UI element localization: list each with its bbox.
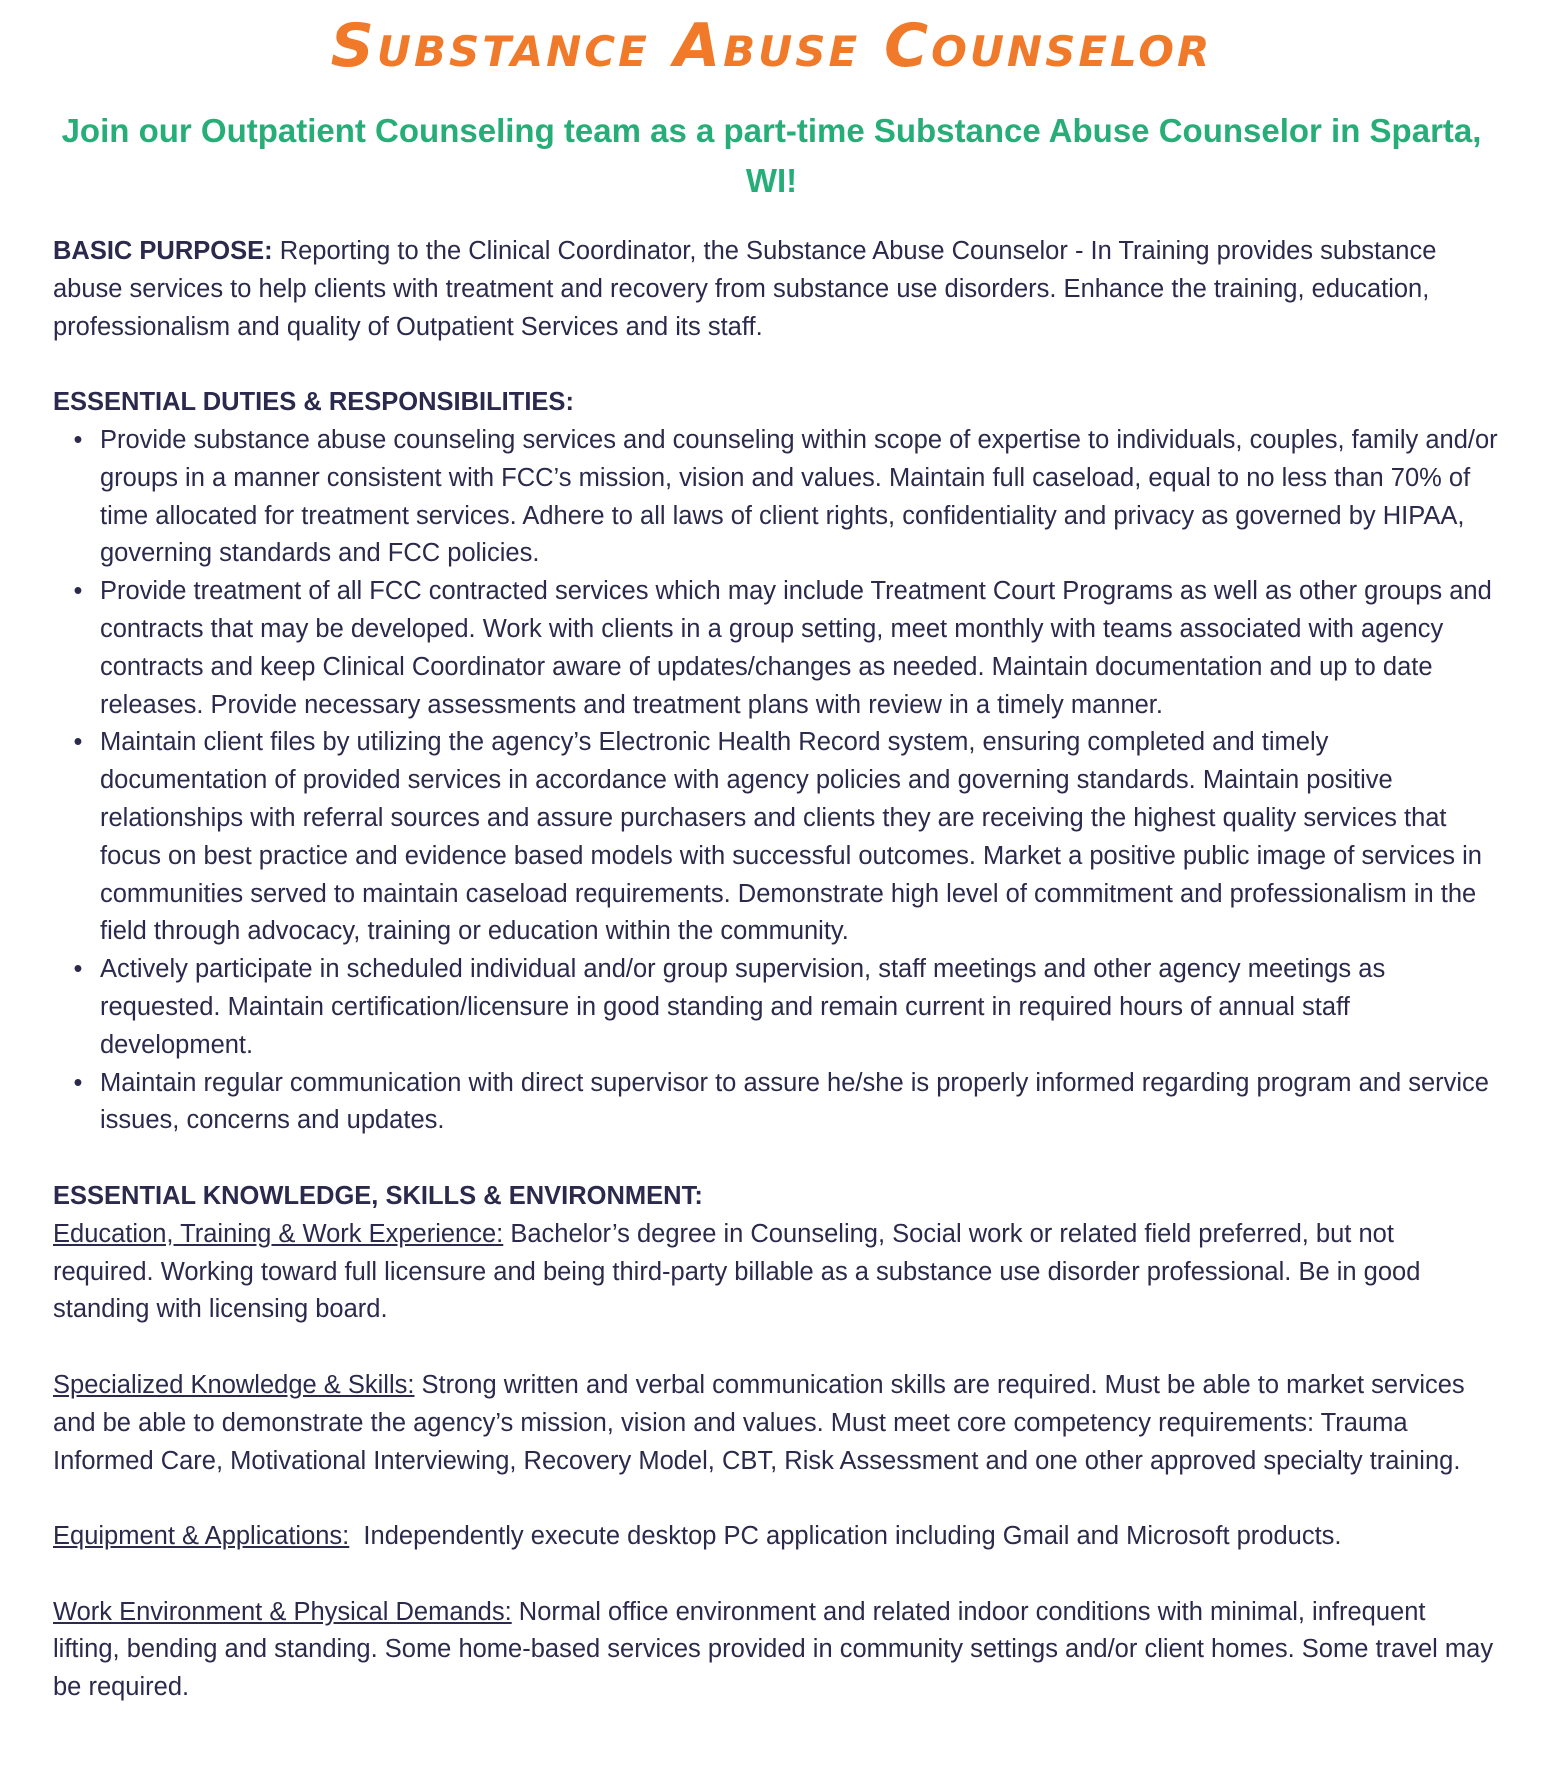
basic-purpose-text: Reporting to the Clinical Coordinator, the Substance Abuse Counselor - In Training provides substance abuse services to help clients with treatment and recovery from substance use disorders. Enhance the training, education, professionalism and quality of Outpatient Services and its staff. [53,237,1437,341]
education-section [53,1216,1499,1329]
bullet-icon: • [73,728,83,757]
bullet-icon: • [73,1068,83,1097]
duty-item [73,724,1499,951]
equipment-section [53,1518,1499,1556]
education-label: Education, Training & Work Experience: [53,1219,504,1248]
spacer [53,1140,1499,1178]
duties-heading: ESSENTIAL DUTIES & RESPONSIBILITIES: [53,388,574,417]
equipment-text: Independently execute desktop PC application including Gmail and Microsoft products. [349,1522,1342,1551]
education-text: Bachelor’s degree in Counseling, Social work or related field preferred, but not required. Working toward full licensure and being third-party billable as a substance use disorder professional. Be in good standing with licensing board. [53,1219,1421,1324]
basic-purpose-section [53,233,1499,346]
job-description-body [53,233,1499,1707]
environment-section [53,1594,1499,1707]
environment-label: Work Environment & Physical Demands: [53,1597,512,1626]
duty-text: Provide substance abuse counseling services and counseling within scope of expertise to individuals, couples, family and/or groups in a manner consistent with FCC’s mission, vision and values. Maintain full caseload, equal to no less than 70% of time allocated for treatment services. Adhere to all laws of client rights, confidentiality and privacy as governed by HIPAA, governing standards and FCC policies. [100,425,1498,568]
equipment-label: Equipment & Applications: [53,1522,350,1551]
basic-purpose-heading: BASIC PURPOSE: [53,237,273,265]
environment-text: Normal office environment and related indoor conditions with minimal, infrequent lifting, bending and standing. Some home-based services provided in community settings and/or client homes. Some travel may be required. [53,1597,1494,1702]
bullet-icon: • [73,955,83,984]
duty-text: Actively participate in scheduled individual and/or group supervision, staff meetings and other agency meetings as requested. Maintain certification/licensure in good standing and remain current in required hours of annual staff development. [100,955,1386,1059]
bullet-icon: • [73,577,83,606]
duty-item [73,1065,1499,1141]
knowledge-heading: ESSENTIAL KNOWLEDGE, SKILLS & ENVIRONMENT: [53,1181,703,1210]
spacer [53,346,1499,384]
skills-section [53,1367,1499,1480]
skills-label: Specialized Knowledge & Skills: [53,1370,415,1399]
skills-text: Strong written and verbal communication skills are required. Must be able to market services and be able to demonstrate the agency’s mission, vision and values. Must meet core competency requirements: Trauma Informed Care, Motivational Interviewing, Recovery Model, CBT, Risk Assessment and one other approved specialty training. [53,1370,1465,1475]
duty-text: Maintain regular communication with direct supervisor to assure he/she is properly informed regarding program and service issues, concerns and updates. [100,1068,1489,1135]
job-subtitle: Join our Outpatient Counseling team as a part-time Substance Abuse Counselor in Sparta, WI! [61,112,1482,199]
spacer [53,1556,1499,1594]
duty-item [73,422,1499,573]
bullet-icon: • [73,425,83,454]
spacer [53,1329,1499,1367]
duty-text: Provide treatment of all FCC contracted services which may include Treatment Court Programs as well as other groups and contracts that may be developed. Work with clients in a group setting, meet monthly with teams associated with agency contracts and keep Clinical Coordinator aware of updates/changes as needed. Maintain documentation and up to date releases. Provide necessary assessments and treatment plans with review in a timely manner. [100,577,1492,719]
duty-item [73,573,1499,724]
duties-list [53,422,1499,1140]
duty-text: Maintain client files by utilizing the agency’s Electronic Health Record system, ensuring completed and timely documentation of provided services in accordance with agency policies and governing standards. Maintain positive relationships with referral sources and assure purchasers and clients they are receiving the highest quality services that focus on best practice and evidence based models with successful outcomes. Market a positive public image of services in communities served to maintain caseload requirements. Demonstrate high level of commitment and professionalism in the field through advocacy, training or education within the community. [100,728,1482,946]
duty-item [73,951,1499,1064]
page-title: Substance Abuse Counselor [330,11,1213,81]
spacer [53,1480,1499,1518]
